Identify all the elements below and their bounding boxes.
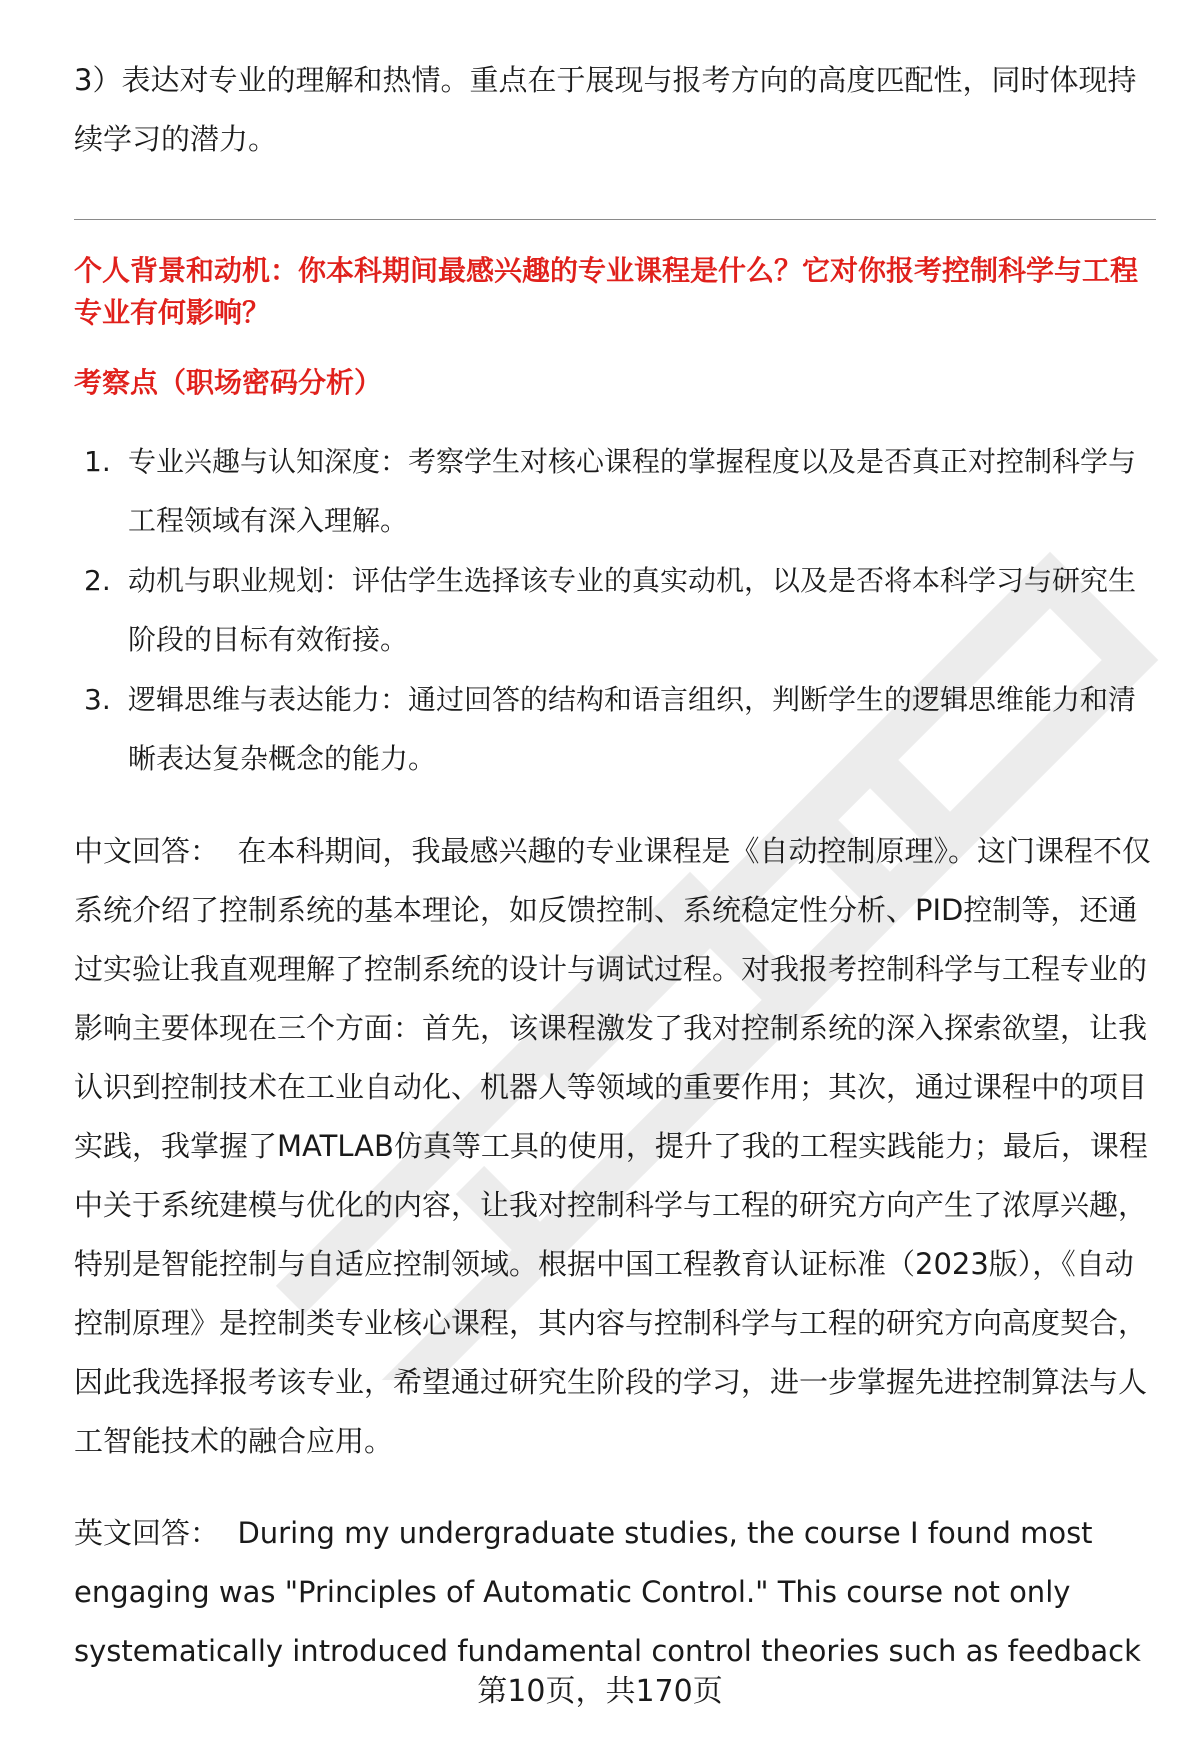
chinese-answer	[74, 822, 1156, 1471]
point-text: 动机与职业规划：评估学生选择该专业的真实动机，以及是否将本科学习与研究生阶段的目标有效衔接。	[128, 564, 1137, 656]
point-number: 3.	[84, 683, 111, 716]
interview-question: 个人背景和动机：你本科期间最感兴趣的专业课程是什么？它对你报考控制科学与工程专业有何影响？	[74, 254, 1139, 329]
chinese-answer-text: 在本科期间，我最感兴趣的专业课程是《自动控制原理》。这门课程不仅系统介绍了控制系统的基本理论，如反馈控制、系统稳定性分析、PID控制等，还通过实验让我直观理解了控制系统的设计与调试过程。对我报考控制科学与工程专业的影响主要体现在三个方面：首先，该课程激发了我对控制系统的深入探索欲望，让我认识到控制技术在工业自动化、机器人等领域的重要作用；其次，通过课程中的项目实践，我掌握了MATLAB仿真等工具的使用，提升了我的工程实践能力；最后，课程中关于系统建模与优化的内容，让我对控制科学与工程的研究方向产生了浓厚兴趣，特别是智能控制与自适应控制领域。根据中国工程教育认证标准（2023版），《自动控制原理》是控制类专业核心课程，其内容与控制科学与工程的研究方向高度契合，因此我选择报考该专业，希望通过研究生阶段的学习，进一步掌握先进控制算法与人工智能技术的融合应用。	[74, 834, 1151, 1458]
assessment-point	[74, 551, 1156, 669]
assessment-points-list	[74, 432, 1156, 789]
point-number: 1.	[84, 445, 111, 478]
english-answer-text: During my undergraduate studies, the course I found most engaging was "Principles of Automatic Control." This course not only systematically introduced fundamental control theories such as feedback	[74, 1516, 1141, 1668]
intro-paragraph: 3）表达对专业的理解和热情。重点在于展现与报考方向的高度匹配性，同时体现持续学习的潜力。	[74, 63, 1137, 156]
assessment-point	[74, 670, 1156, 788]
section-divider	[74, 219, 1156, 220]
assessment-heading: 考察点（职场密码分析）	[74, 366, 383, 399]
english-answer-label: 英文回答：	[74, 1516, 220, 1550]
assessment-point	[74, 432, 1156, 550]
page-footer: 第10页，共170页	[477, 1674, 723, 1709]
point-text: 专业兴趣与认知深度：考察学生对核心课程的掌握程度以及是否真正对控制科学与工程领域有深入理解。	[128, 445, 1137, 537]
point-text: 逻辑思维与表达能力：通过回答的结构和语言组织，判断学生的逻辑思维能力和清晰表达复杂概念的能力。	[128, 683, 1137, 775]
point-number: 2.	[84, 564, 111, 597]
english-answer	[74, 1504, 1156, 1681]
chinese-answer-label: 中文回答：	[74, 834, 220, 868]
